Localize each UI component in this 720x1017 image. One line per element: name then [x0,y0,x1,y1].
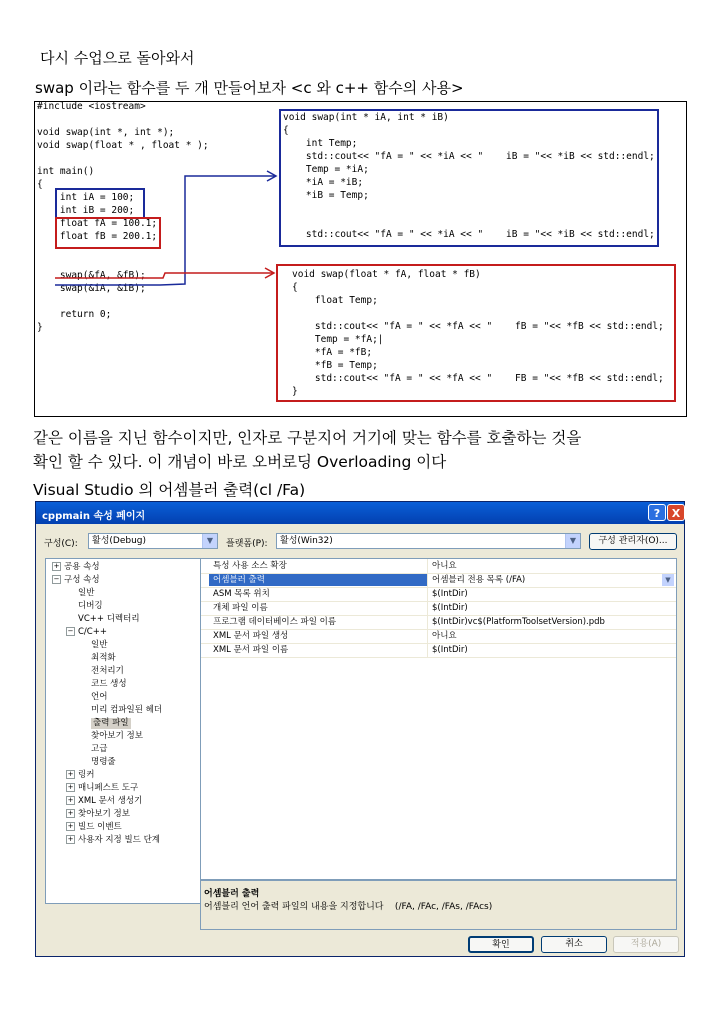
collapse-icon[interactable]: − [53,575,60,583]
main-line: int main() [37,166,95,177]
platform-label: 플랫폼(P): [226,539,268,549]
config-label: 구성(C): [44,539,78,549]
tree-item-vc-dirs[interactable]: VC++ 디렉터리 [78,614,140,624]
platform-value: 활성(Win32) [280,536,333,546]
tree-item-browse-info-2[interactable]: + 찾아보기 정보 [67,809,130,819]
float_swap-line: *fB = Temp; [292,360,378,371]
ok-button[interactable]: 확인 [468,936,534,953]
float_swap-line: void swap(float * fA, float * fB) [292,269,481,280]
main-line: int iB = 200; [37,205,135,216]
grid-row[interactable]: 프로그램 데이터베이스 파일 이름 $(IntDir)vc$(PlatformToolsetVersion).pdb [201,615,676,630]
int_swap-line: int Temp; [283,138,358,149]
main-line: float fB = 200.1; [37,231,158,242]
property-tree [45,558,202,904]
tree-item-pch[interactable]: 미리 컴파일된 헤더 [91,705,163,715]
config-value: 활성(Debug) [92,536,147,546]
help-button[interactable]: ? [648,504,666,521]
int_swap-line: { [283,125,289,136]
tree-item-xml-gen[interactable]: + XML 문서 생성기 [67,796,143,806]
chevron-down-icon[interactable]: ▼ [565,534,580,548]
float_swap-line: std::cout<< "fA = " << *fA << " FB = "<< *fB << std::endl; [292,373,664,384]
main-line: void swap(float * , float * ); [37,140,209,151]
body-line-3: Visual Studio 의 어셈블러 출력(cl /Fa) [33,481,306,499]
float_swap-line: Temp = *fA;| [292,334,384,345]
tree-item-manifest[interactable]: + 매니페스트 도구 [67,783,139,793]
int_swap-line: *iA = *iB; [283,177,364,188]
float_swap-line: std::cout<< "fA = " << *fA << " fB = "<< *fB << std::endl; [292,321,664,332]
expand-icon[interactable]: + [67,796,74,804]
main-line: int iA = 100; [37,192,135,203]
chevron-down-icon[interactable]: ▼ [662,574,674,586]
main-line: swap(&fA, &fB); [37,270,146,281]
description-text: 어셈블리 언어 출력 파일의 내용을 지정합니다 (/FA, /FAc, /FAs, /FAcs) [204,902,493,912]
expand-icon[interactable]: + [67,783,74,791]
apply-button[interactable]: 적용(A) [613,936,679,953]
description-title: 어셈블러 출력 [204,889,260,899]
main-line: #include <iostream> [37,101,146,112]
call-arrows [35,102,686,416]
grid-row[interactable]: ASM 목록 위치 $(IntDir) [201,587,676,602]
main-line: } [37,322,43,333]
float_swap-line: float Temp; [292,295,378,306]
main-line: swap(&iA, &iB); [37,283,146,294]
tree-item-common[interactable]: + 공용 속성 [53,562,100,572]
tree-item-config-props[interactable]: − 구성 속성 [53,575,100,585]
expand-icon[interactable]: + [67,822,74,830]
tree-item-codegen[interactable]: 코드 생성 [91,679,127,689]
int_swap-line: *iB = Temp; [283,190,369,201]
chevron-down-icon[interactable]: ▼ [202,534,217,548]
tree-item-preprocessor[interactable]: 전처리기 [91,666,124,676]
tree-item-linker[interactable]: + 링커 [67,770,95,780]
tree-item-build-events[interactable]: + 빌드 이벤트 [67,822,122,832]
tree-item-optimization[interactable]: 최적화 [91,653,116,663]
grid-row[interactable]: XML 문서 파일 이름 $(IntDir) [201,643,676,658]
main-line: void swap(int *, int *); [37,127,175,138]
config-manager-button[interactable]: 구성 관리자(O)... [589,533,677,550]
grid-row[interactable]: 개체 파일 이름 $(IntDir) [201,601,676,616]
platform-select[interactable] [276,533,581,549]
expand-icon[interactable]: + [53,562,60,570]
heading-line-2: swap 이라는 함수를 두 개 만들어보자 <c 와 c++ 함수의 사용> [35,79,464,97]
code-panel [34,101,687,417]
int_swap-line: Temp = *iA; [283,164,369,175]
tree-item-general[interactable]: 일반 [78,588,95,598]
heading-line-1: 다시 수업으로 돌아와서 [40,49,195,67]
body-line-2: 확인 할 수 있다. 이 개념이 바로 오버로딩 Overloading 이다 [33,453,447,471]
dialog-titlebar [36,502,684,524]
tree-item-cmdline[interactable]: 명령줄 [91,757,116,767]
tree-item-advanced[interactable]: 고급 [91,744,108,754]
int_swap-line: void swap(int * iA, int * iB) [283,112,449,123]
tree-item-cpp[interactable]: − C/C++ [67,627,107,637]
float_swap-line: } [292,386,298,397]
description-panel [200,880,677,930]
tree-item-debugging[interactable]: 디버깅 [78,601,103,611]
property-pages-dialog [35,501,685,957]
main-line: return 0; [37,309,112,320]
tree-item-output-files[interactable]: 출력 파일 [93,718,129,728]
int_swap-line: std::cout<< "fA = " << *iA << " iB = "<< *iB << std::endl; [283,229,655,240]
grid-row[interactable]: 특성 사용 소스 확장 아니요 [201,559,676,574]
tree-item-language[interactable]: 언어 [91,692,108,702]
float_swap-line: { [292,282,298,293]
config-select[interactable] [88,533,218,549]
main-line: float fA = 100.1; [37,218,158,229]
property-grid [200,558,677,880]
cancel-button[interactable]: 취소 [541,936,607,953]
dialog-title: cppmain 속성 페이지 [42,511,146,522]
grid-row-selected[interactable]: 어셈블러 출력 어셈블리 전용 목록 (/FA) ▼ [201,573,676,588]
close-button[interactable]: X [667,504,685,521]
expand-icon[interactable]: + [67,770,74,778]
float_swap-line: *fA = *fB; [292,347,373,358]
tree-item-browse-info[interactable]: 찾아보기 정보 [91,731,143,741]
main-line: { [37,179,43,190]
grid-row[interactable]: XML 문서 파일 생성 아니요 [201,629,676,644]
collapse-icon[interactable]: − [67,627,74,635]
expand-icon[interactable]: + [67,809,74,817]
tree-item-custom-build[interactable]: + 사용자 지정 빌드 단계 [67,835,161,845]
int_swap-line: std::cout<< "fA = " << *iA << " iB = "<< *iB << std::endl; [283,151,655,162]
tree-item-cpp-general[interactable]: 일반 [91,640,108,650]
body-line-1: 같은 이름을 지닌 함수이지만, 인자로 구분지어 거기에 맞는 함수를 호출하는 것을 [33,429,582,447]
expand-icon[interactable]: + [67,835,74,843]
